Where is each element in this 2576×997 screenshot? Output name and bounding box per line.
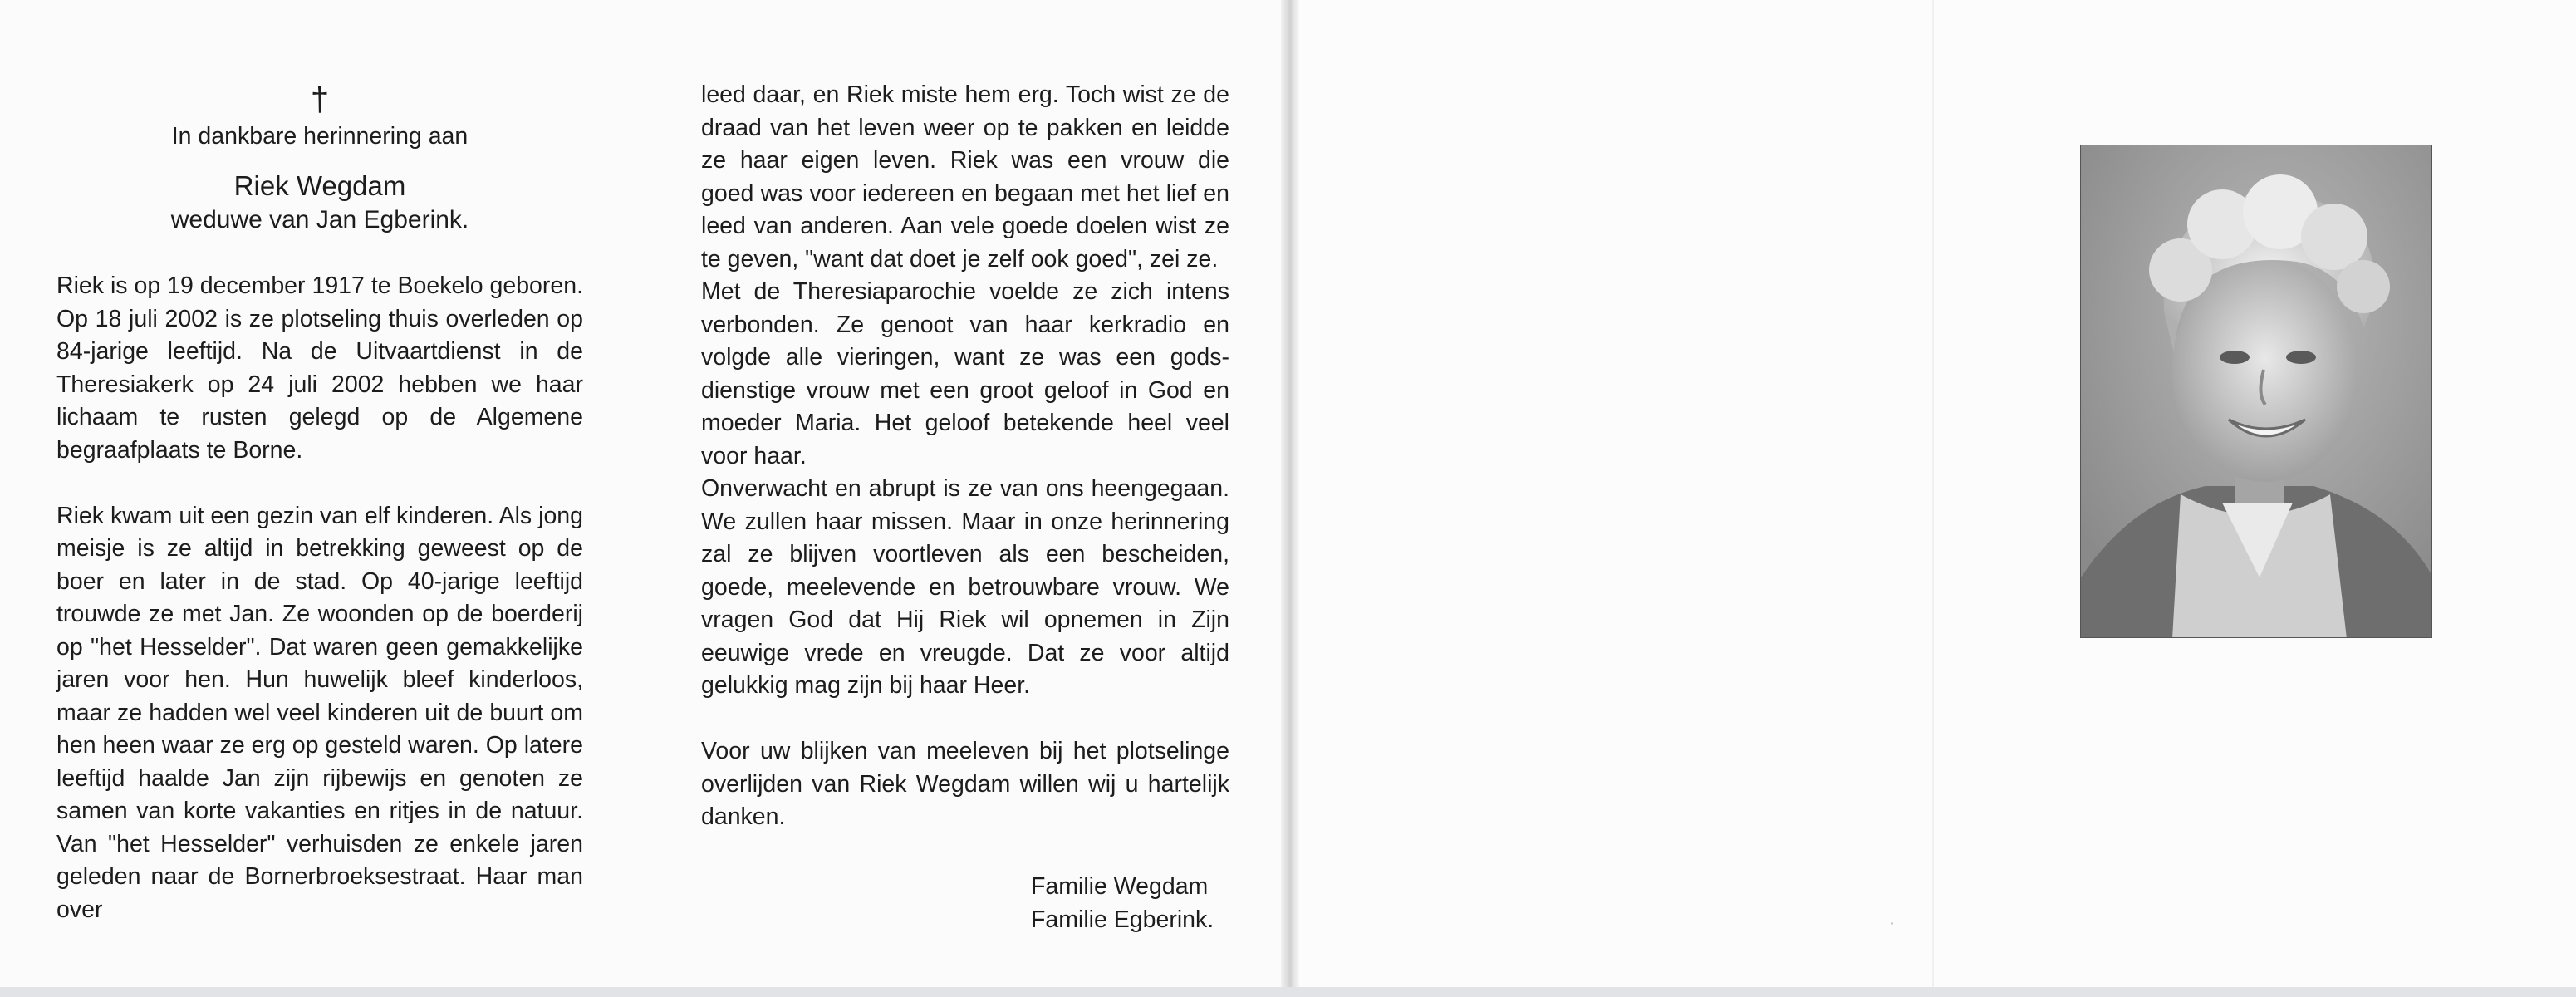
signature-block — [1031, 871, 1214, 936]
widow-of-text: weduwe van Jan Egberink. — [170, 206, 469, 233]
left-text-column — [56, 270, 583, 926]
middle-text-column — [701, 79, 1229, 834]
paragraph-faith: Met de Theresiaparochie voelde ze zich intens verbonden. Ze genoot van haar kerkradio en volgde alle vieringen, want ze was een godsdienstige vrouw met een groot geloof in God en moeder Maria. Het geloof betekende heel veel voor haar. — [701, 278, 1229, 469]
portrait-image — [2081, 145, 2432, 638]
paper-speck — [1891, 922, 1893, 925]
paragraph-life: Riek kwam uit een gezin van elf kinderen. Als jong meisje is ze altijd in betrekking geweest op de boer en later in de stad. Op 40-jarige leeftijd trouwde ze met Jan. Ze woonden op de boerderij op "het Hesselder". Dat waren geen gemakkelijke jaren voor hen. Hun huwelijk bleef kinderloos, maar ze hadden wel veel kinderen uit de buurt om hen heen waar ze erg op gesteld waren. Op latere leeftijd haalde Jan zijn rijbewijs en genoten ze samen van korte vakanties en ritjes in de natuur. Van "het Hesselder" verhuisden ze enkele jaren geleden naar de Bornerbroeksestraat. Haar man over — [56, 502, 583, 923]
cross-symbol: † — [310, 81, 330, 118]
fold-line — [1932, 0, 1934, 987]
deceased-name: Riek Wegdam — [233, 170, 406, 201]
paragraph-thanks: Voor uw blijken van meeleven bij het plotselinge overlijden van Riek Wegdam willen wij u hartelijk danken. — [701, 738, 1229, 830]
paragraph-continuation: leed daar, en Riek miste hem erg. Toch wist ze de draad van het leven weer op te pakken en leidde ze haar eigen leven. Riek was een vrouw die goed was voor iedereen en begaan met het lief en leed van anderen. Aan vele goede doelen wist ze te geven, "want dat doet je zelf ook goed", zei ze. — [701, 81, 1229, 273]
paragraph-birth-death: Riek is op 19 december 1917 te Boekelo geboren. Op 18 juli 2002 is ze plotseling thuis overleden op 84-jarige leeftijd. Na de Uitvaartdienst in de Theresiakerk op 24 juli 2002 hebben we haar lichaam te rusten gelegd op de Algemene begraafplaats te Borne. — [56, 273, 583, 464]
scan-bottom-edge — [0, 987, 2576, 997]
signature-line: Familie Egberink. — [1031, 906, 1214, 933]
signature-line: Familie Wegdam — [1031, 873, 1209, 900]
intro-text: In dankbare herinnering aan — [171, 123, 469, 150]
card-seam — [1281, 0, 1299, 997]
portrait-photo — [2080, 145, 2432, 638]
paragraph-farewell: Onverwacht en abrupt is ze van ons heengegaan. We zullen haar missen. Maar in onze herinnering zal ze blijven voortleven als een bescheiden, goede, meelevende en betrouwbare vrouw. We vragen God dat Hij Riek wil opnemen in Zijn eeuwige vrede en vreugde. Dat ze voor altijd gelukkig mag zijn bij haar Heer. — [701, 475, 1229, 699]
